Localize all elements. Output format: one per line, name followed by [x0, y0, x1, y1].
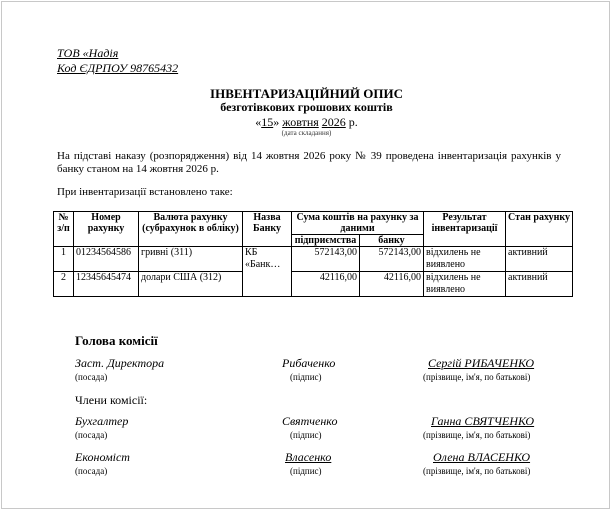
cell-bank-sum: 572143,00 — [360, 247, 424, 272]
hint-signature: (підпис) — [290, 372, 322, 382]
member-name: Ганна СВЯТЧЕНКО — [431, 414, 535, 428]
cell-bank — [243, 247, 292, 297]
hint-name: (прізвище, ім'я, по батькові) — [423, 372, 531, 382]
header-sum-bank: банку — [360, 235, 424, 247]
head-name: Сергій РИБАЧЕНКО — [428, 356, 535, 370]
commission-head-label: Голова комісії — [75, 333, 158, 348]
cell-currency: долари США (312) — [139, 272, 243, 297]
cell-state: активний — [506, 247, 573, 272]
cell-state: активний — [506, 272, 573, 297]
cell-result: відхилень не виявлено — [424, 272, 506, 297]
header-bank: Назва Банку — [243, 212, 292, 247]
cell-bank-line1: КБ — [245, 247, 258, 258]
hint-position: (посада) — [75, 430, 108, 440]
date-mid: » — [273, 115, 283, 129]
cell-result: відхилень не виявлено — [424, 247, 506, 272]
cell-enterprise: 42116,00 — [292, 272, 360, 297]
member-position: Бухгалтер — [75, 414, 129, 428]
cell-num: 1 — [54, 247, 74, 272]
inventory-table — [53, 211, 573, 297]
member-signature: Святченко — [282, 414, 338, 428]
intro-paragraph: На підставі наказу (розпорядження) від 14 жовтня 2026 року № 39 проведена інвентаризація рахунків у банку станом на 14 жовтня 2026 р. — [57, 150, 561, 175]
header-sum-enterprise: підприємства — [292, 235, 360, 247]
date-year: 2026 — [321, 115, 346, 129]
cell-bank-sum: 42116,00 — [360, 272, 424, 297]
found-line: При інвентаризації встановлено таке: — [57, 186, 233, 198]
hint-position: (посада) — [75, 372, 108, 382]
header-sum: Сума коштів на рахунку за даними — [292, 212, 424, 235]
head-position: Заст. Директора — [75, 356, 165, 370]
cell-bank-line2: «Банк… — [245, 259, 281, 270]
hint-position: (посада) — [75, 466, 108, 476]
head-signature: Рибаченко — [282, 356, 336, 370]
document-title: ІНВЕНТАРИЗАЦІЙНИЙ ОПИС — [210, 86, 403, 101]
table-row — [54, 272, 573, 297]
commission-members-label: Члени комісії: — [75, 393, 148, 407]
member-signature: Власенко — [285, 450, 332, 464]
header-result: Результат інвентаризації — [424, 212, 506, 247]
member-position: Економіст — [75, 450, 130, 464]
cell-num: 2 — [54, 272, 74, 297]
date-day: 15 — [261, 115, 274, 129]
header-currency: Валюта рахунку (субрахунок в обліку) — [139, 212, 243, 247]
document-date — [0, 115, 613, 130]
date-suffix: р. — [345, 115, 358, 129]
hint-name: (прізвище, ім'я, по батькові) — [423, 466, 531, 476]
date-month: жовтня — [282, 115, 319, 129]
cell-currency: гривні (311) — [139, 247, 243, 272]
header-state: Стан рахунку — [506, 212, 573, 247]
hint-name: (прізвище, ім'я, по батькові) — [423, 430, 531, 440]
hint-signature: (підпис) — [290, 430, 322, 440]
cell-account: 01234564586 — [74, 247, 139, 272]
cell-account: 12345645474 — [74, 272, 139, 297]
cell-enterprise: 572143,00 — [292, 247, 360, 272]
header-num: № з/п — [54, 212, 74, 247]
org-name: ТОВ «Надія — [57, 46, 119, 60]
org-code: Код ЄДРПОУ 98765432 — [57, 61, 179, 75]
document-subtitle: безготівкових грошових коштів — [220, 100, 393, 114]
date-hint: (дата складання) — [281, 129, 332, 137]
header-account: Номер рахунку — [74, 212, 139, 247]
date-open: « — [255, 115, 262, 129]
hint-signature: (підпис) — [290, 466, 322, 476]
table-header-row — [54, 212, 573, 235]
member-name: Олена ВЛАСЕНКО — [433, 450, 531, 464]
table-row — [54, 247, 573, 272]
